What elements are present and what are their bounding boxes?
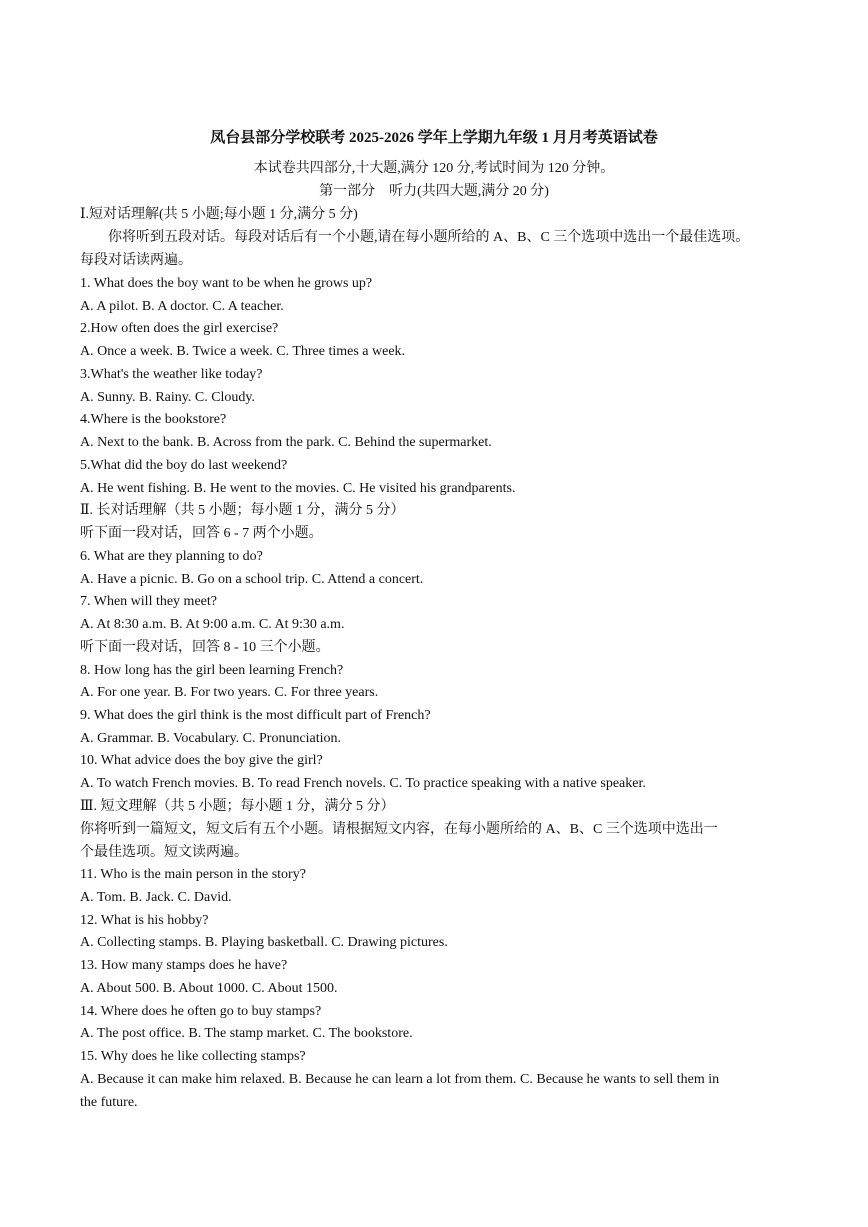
options-8: A. For one year. B. For two years. C. For three years. — [80, 685, 379, 700]
section3-instruction-cont: 个最佳选项。短文读两遍。 — [80, 845, 248, 860]
section2-intro-1: 听下面一段对话，回答 6 - 7 两个小题。 — [80, 526, 323, 541]
options-6: A. Have a picnic. B. Go on a school trip. C. Attend a concert. — [80, 572, 424, 587]
question-15: 15. Why does he like collecting stamps? — [80, 1049, 306, 1064]
question-11: 11. Who is the main person in the story? — [80, 867, 306, 882]
question-7: 7. When will they meet? — [80, 594, 217, 609]
exam-subtitle: 本试卷共四部分,十大题,满分 120 分,考试时间为 120 分钟。 — [253, 161, 615, 176]
question-8: 8. How long has the girl been learning French? — [80, 663, 344, 678]
options-2: A. Once a week. B. Twice a week. C. Three times a week. — [80, 344, 406, 359]
part-heading: 第一部分 听力(共四大题,满分 20 分) — [319, 184, 549, 199]
question-2: 2.How often does the girl exercise? — [80, 321, 279, 336]
options-14: A. The post office. B. The stamp market. C. The bookstore. — [80, 1026, 413, 1041]
options-13: A. About 500. B. About 1000. C. About 1500. — [80, 981, 338, 996]
question-12: 12. What is his hobby? — [80, 913, 209, 928]
options-5: A. He went fishing. B. He went to the movies. C. He visited his grandparents. — [80, 481, 516, 496]
options-9: A. Grammar. B. Vocabulary. C. Pronunciation. — [80, 731, 342, 746]
question-6: 6. What are they planning to do? — [80, 549, 263, 564]
section3-heading: Ⅲ. 短文理解（共 5 小题；每小题 1 分，满分 5 分） — [80, 799, 395, 814]
options-3: A. Sunny. B. Rainy. C. Cloudy. — [80, 390, 256, 405]
options-4: A. Next to the bank. B. Across from the park. C. Behind the supermarket. — [80, 435, 492, 450]
question-4: 4.Where is the bookstore? — [80, 412, 227, 427]
options-12: A. Collecting stamps. B. Playing basketball. C. Drawing pictures. — [80, 935, 448, 950]
question-9: 9. What does the girl think is the most difficult part of French? — [80, 708, 431, 723]
section3-instruction: 你将听到一篇短文，短文后有五个小题。请根据短文内容，在每小题所给的 A、B、C 三个选项中选出一 — [80, 822, 718, 837]
options-15: A. Because it can make him relaxed. B. Because he can learn a lot from them. C. Because he wants to sell them in — [80, 1072, 720, 1087]
options-10: A. To watch French movies. B. To read French novels. C. To practice speaking with a native speaker. — [80, 776, 646, 791]
question-5: 5.What did the boy do last weekend? — [80, 458, 288, 473]
question-10: 10. What advice does the boy give the girl? — [80, 753, 323, 768]
section1-heading: Ⅰ.短对话理解(共 5 小题;每小题 1 分,满分 5 分) — [80, 207, 358, 222]
exam-title: 凤台县部分学校联考 2025-2026 学年上学期九年级 1 月月考英语试卷 — [210, 130, 658, 146]
section2-intro-2: 听下面一段对话，回答 8 - 10 三个小题。 — [80, 640, 330, 655]
section1-instruction: 你将听到五段对话。每段对话后有一个小题,请在每小题所给的 A、B、C 三个选项中选出一个最佳选项。 — [108, 230, 750, 245]
question-3: 3.What's the weather like today? — [80, 367, 263, 382]
section1-instruction-cont: 每段对话读两遍。 — [80, 253, 192, 268]
options-7: A. At 8:30 a.m. B. At 9:00 a.m. C. At 9:30 a.m. — [80, 617, 345, 632]
question-14: 14. Where does he often go to buy stamps? — [80, 1004, 322, 1019]
options-1: A. A pilot. B. A doctor. C. A teacher. — [80, 299, 284, 314]
options-15-cont: the future. — [80, 1095, 138, 1110]
question-13: 13. How many stamps does he have? — [80, 958, 288, 973]
options-11: A. Tom. B. Jack. C. David. — [80, 890, 232, 905]
question-1: 1. What does the boy want to be when he grows up? — [80, 276, 373, 291]
section2-heading: Ⅱ. 长对话理解（共 5 小题；每小题 1 分，满分 5 分） — [80, 503, 405, 518]
